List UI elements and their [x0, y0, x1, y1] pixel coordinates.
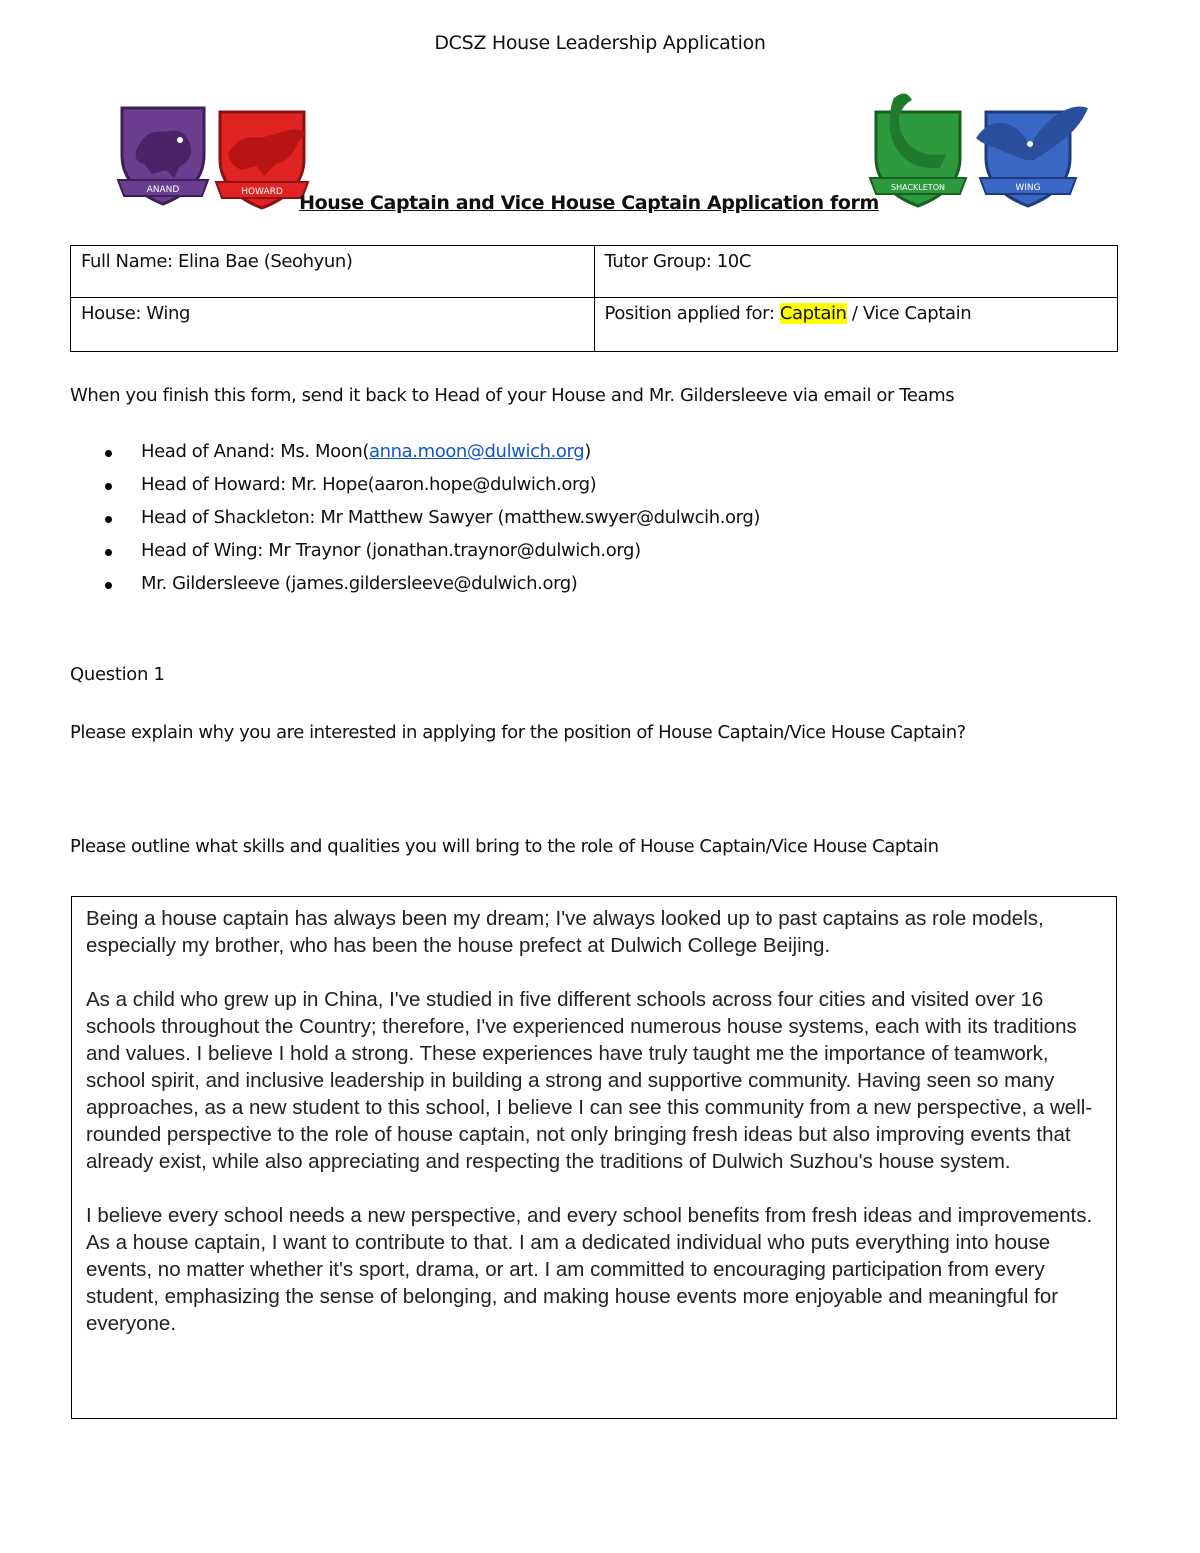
position-cell[interactable] — [594, 298, 1118, 352]
list-item: Head of Wing: Mr Traynor (jonathan.traynor@dulwich.org) — [70, 540, 760, 573]
full-name-cell[interactable]: Full Name: Elina Bae (Seohyun) — [71, 246, 595, 298]
submission-instructions: When you finish this form, send it back to Head of your House and Mr. Gildersleeve via email or Teams — [70, 385, 955, 406]
position-selected: Captain — [779, 303, 847, 324]
house-cell[interactable]: House: Wing — [71, 298, 595, 352]
form-title: House Captain and Vice House Captain Application form — [299, 192, 879, 214]
position-rest: / Vice Captain — [846, 303, 972, 324]
contacts-list — [70, 441, 760, 606]
list-item: Mr. Gildersleeve (james.gildersleeve@dulwich.org) — [70, 573, 760, 606]
tutor-group-cell[interactable]: Tutor Group: 10C — [594, 246, 1118, 298]
document-header: DCSZ House Leadership Application — [434, 32, 766, 54]
anand-contact-suffix: ) — [584, 441, 591, 462]
answer-paragraph-1: Being a house captain has always been my dream; I've always looked up to past captains as role models, especially my brother, who has been the house prefect at Dulwich College Beijing. — [86, 907, 1044, 957]
answer-paragraph-2: As a child who grew up in China, I've studied in five different schools across four cities and visited over 16 schools throughout the Country; therefore, I've experienced numerous house systems, each with its traditions and values. I believe I hold a strong. These experiences have truly taught me the importance of teamwork, school spirit, and inclusive leadership in building a strong and supportive community. Having seen so many approaches, as a new student to this school, I believe I can see this community from a new perspective, a well-rounded perspective to the role of house captain, not only bringing fresh ideas but also improving events that already exist, while also appreciating and respecting the traditions of Dulwich Suzhou's house system. — [86, 988, 1093, 1173]
list-item — [70, 441, 760, 474]
question-label: Question 1 — [70, 664, 165, 685]
anand-crest-label: ANAND — [146, 185, 180, 195]
list-item: Head of Shackleton: Mr Matthew Sawyer (matthew.swyer@dulwcih.org) — [70, 507, 760, 540]
answer-paragraph-3: I believe every school needs a new perspective, and every school benefits from fresh ideas and improvements. As a house captain, I want to contribute to that. I am a dedicated individual who puts everything into house events, no matter whether it's sport, drama, or art. I am committed to encouraging participation from every student, emphasizing the sense of belonging, and making house events more enjoyable and meaningful for everyone. — [86, 1204, 1093, 1335]
anand-email-link[interactable]: anna.moon@dulwich.org — [368, 441, 585, 462]
answer-text-box[interactable] — [71, 896, 1117, 1419]
list-item: Head of Howard: Mr. Hope(aaron.hope@dulwich.org) — [70, 474, 760, 507]
howard-crest-label: HOWARD — [241, 187, 283, 197]
wing-crest-label: WING — [1015, 183, 1041, 193]
applicant-info-table — [70, 245, 1118, 352]
anand-contact-prefix: Head of Anand: Ms. Moon( — [141, 441, 369, 462]
question-1-text: Please explain why you are interested in applying for the position of House Captain/Vice House Captain? — [70, 722, 966, 743]
shackleton-crest-label: SHACKLETON — [891, 183, 945, 192]
position-label: Position applied for: — [604, 303, 780, 324]
question-2-text: Please outline what skills and qualities you will bring to the role of House Captain/Vice House Captain — [70, 836, 939, 857]
